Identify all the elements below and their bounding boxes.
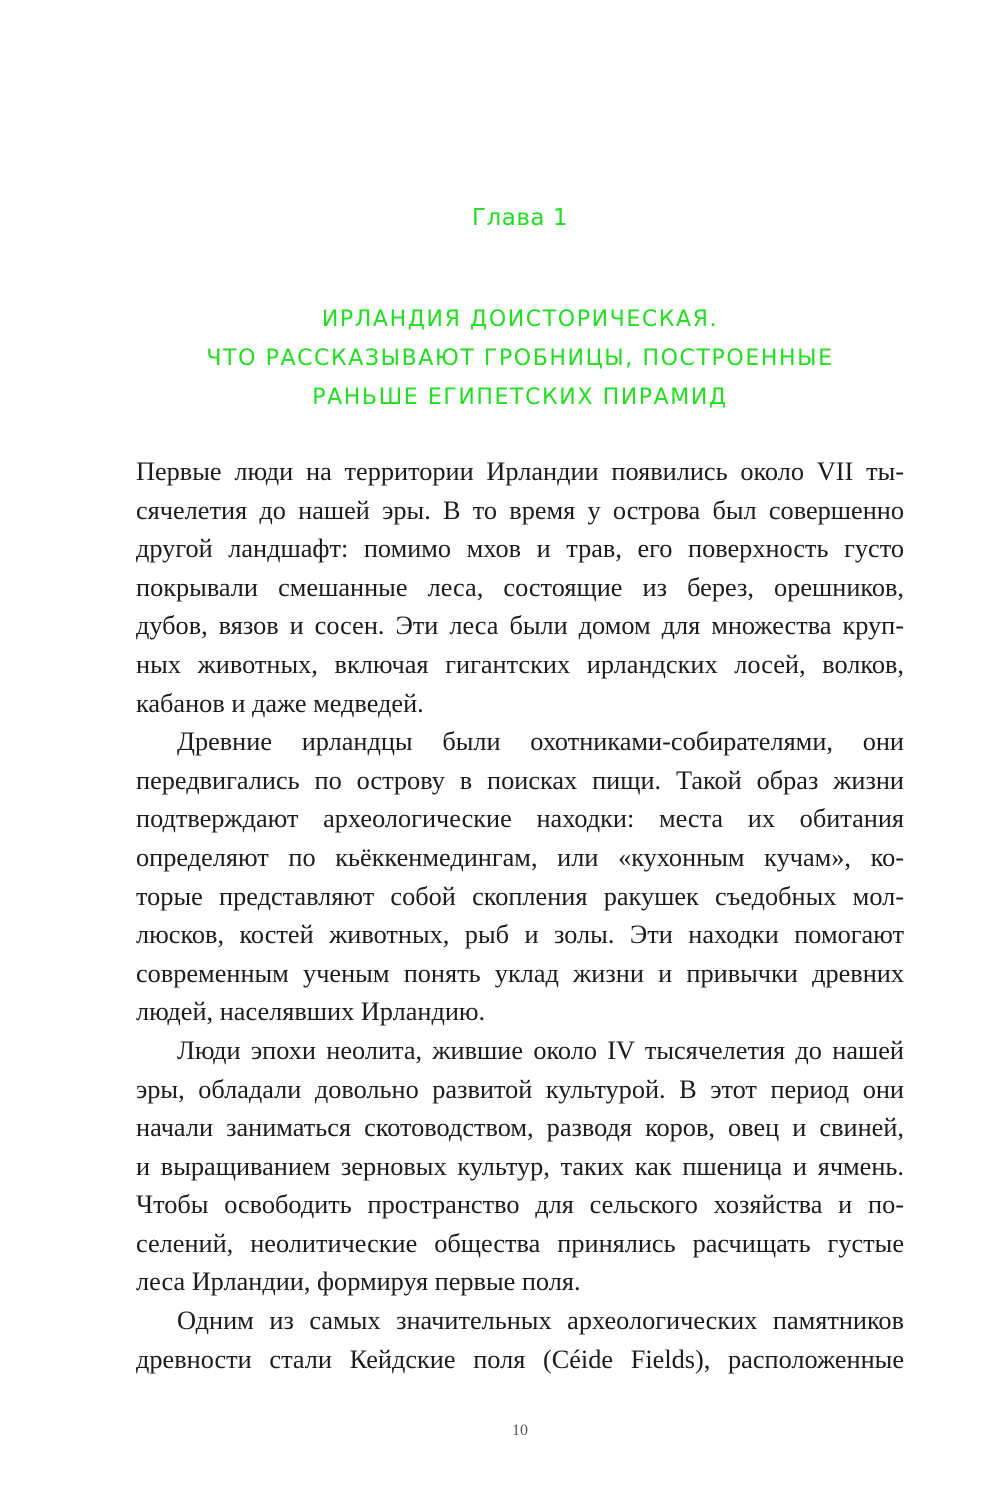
text-line: начали заниматься скотоводством, разводя коров, овец и свиней, xyxy=(136,1113,904,1143)
text-line: селений, неолитические общества принялись расчищать густые xyxy=(136,1228,904,1258)
text-line: люсков, костей животных, рыб и золы. Эти находки помогают xyxy=(136,920,904,950)
text-line: Древние ирландцы были охотниками-собирателями, они xyxy=(177,727,904,757)
body-text xyxy=(136,453,904,1379)
text-line: и выращиванием зерновых культур, таких как пшеница и ячмень. xyxy=(136,1151,904,1181)
text-line: дубов, вязов и сосен. Эти леса были домом для множества круп- xyxy=(136,611,904,641)
text-line: кабанов и даже медведей. xyxy=(136,688,424,718)
text-line: покрывали смешанные леса, состоящие из берез, орешников, xyxy=(136,572,904,602)
chapter-title-line: ЧТО РАССКАЗЫВАЮТ ГРОБНИЦЫ, ПОСТРОЕННЫЕ xyxy=(206,346,834,371)
text-line: древности стали Кейдские поля (Céide Fields), расположенные xyxy=(136,1344,904,1374)
text-line: подтверждают археологические находки: места их обитания xyxy=(136,804,904,834)
page-number: 10 xyxy=(512,1422,528,1439)
chapter-title xyxy=(100,300,940,417)
text-line: эры, обладали довольно развитой культурой. В этот период они xyxy=(136,1074,904,1104)
text-line: определяют по кьёккенмедингам, или «кухонным кучам», ко- xyxy=(136,842,904,872)
text-line: Одним из самых значительных археологических памятников xyxy=(177,1306,904,1336)
text-line: Люди эпохи неолита, жившие около IV тысячелетия до нашей xyxy=(177,1035,904,1065)
text-line: передвигались по острову в поисках пищи. Такой образ жизни xyxy=(136,765,904,795)
text-line: ных животных, включая гигантских ирландских лосей, волков, xyxy=(136,649,904,679)
text-line: другой ландшафт: помимо мхов и трав, его поверхность густо xyxy=(136,534,904,564)
text-line: леса Ирландии, формируя первые поля. xyxy=(136,1267,581,1297)
chapter-title-line: ИРЛАНДИЯ ДОИСТОРИЧЕСКАЯ. xyxy=(321,307,719,332)
text-line: людей, населявших Ирландию. xyxy=(136,997,486,1027)
text-line: Чтобы освободить пространство для сельского хозяйства и по- xyxy=(136,1190,904,1220)
text-line: сячелетия до нашей эры. В то время у острова был совершенно xyxy=(136,495,904,525)
text-line: Первые люди на территории Ирландии появились около VII ты- xyxy=(136,457,904,486)
chapter-label: Глава 1 xyxy=(472,205,568,231)
text-line: торые представляют собой скопления ракушек съедобных мол- xyxy=(136,881,904,911)
text-line: современным ученым понять уклад жизни и привычки древних xyxy=(136,958,904,988)
chapter-title-line: РАНЬШЕ ЕГИПЕТСКИХ ПИРАМИД xyxy=(312,385,728,410)
